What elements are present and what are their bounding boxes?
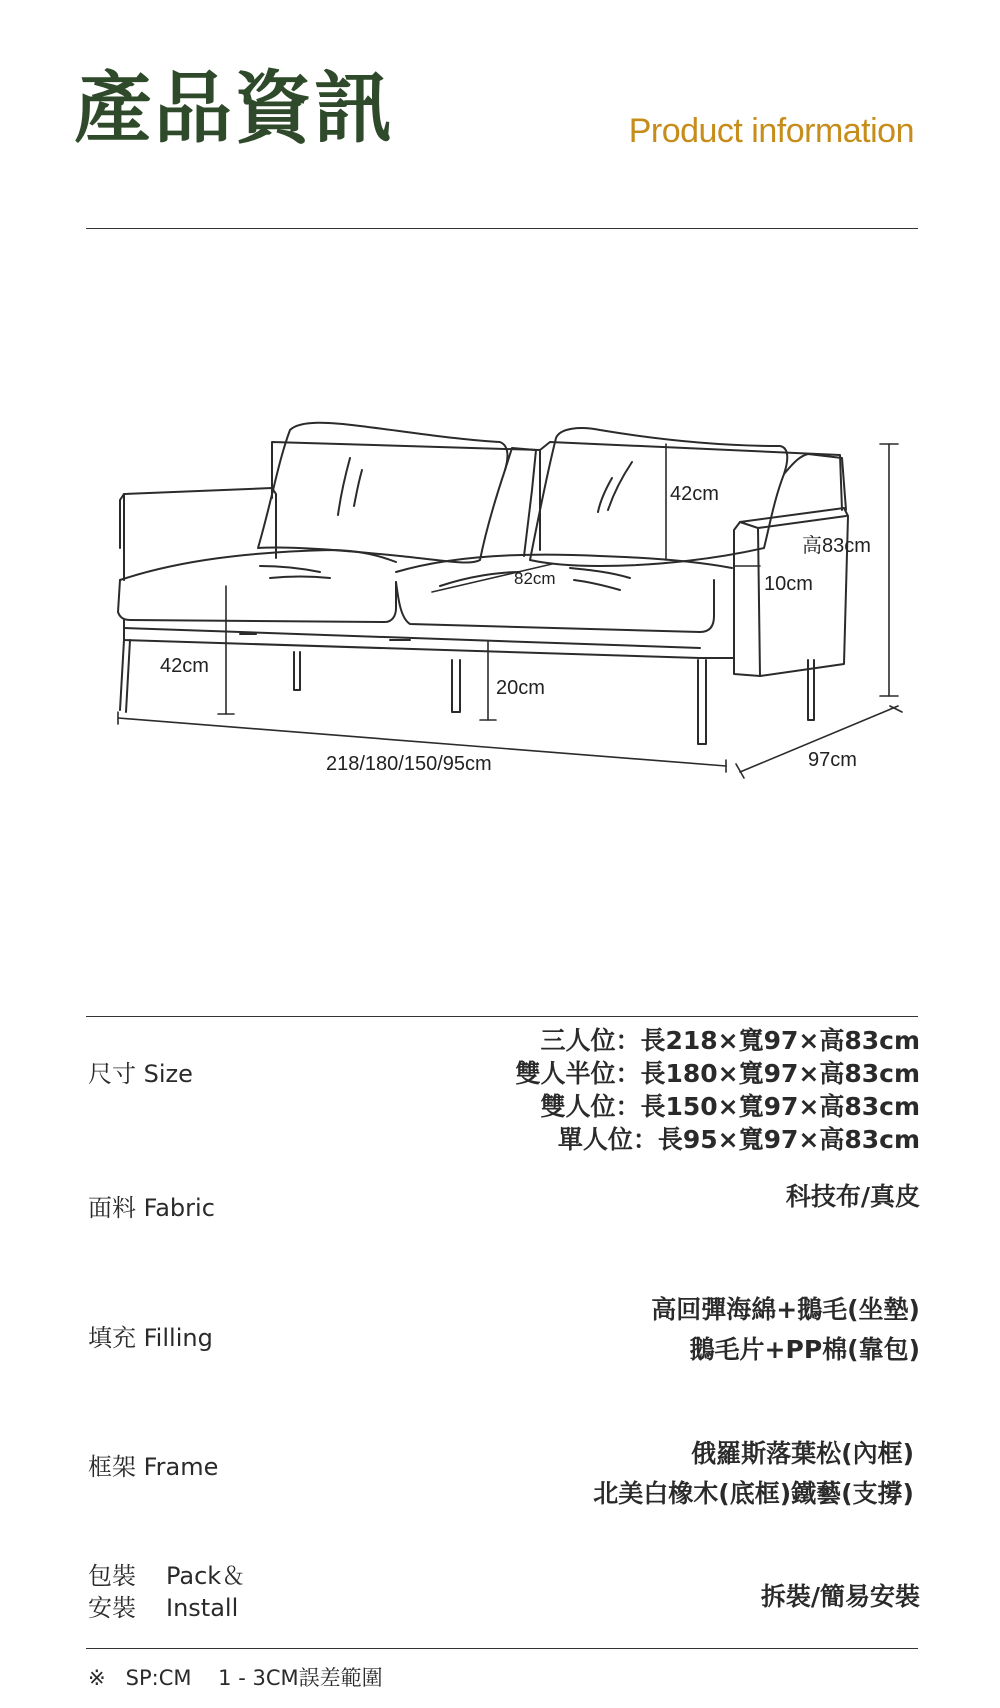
specs-top-divider xyxy=(86,1016,918,1017)
spec-label-fabric: 面料 Fabric xyxy=(88,1194,215,1222)
spec-value-frame xyxy=(593,1434,914,1514)
frame-line: 俄羅斯落葉松(內框) xyxy=(691,1439,914,1468)
install-label-en: Install xyxy=(166,1594,239,1622)
dim-length: 218/180/150/95cm xyxy=(326,753,492,775)
specs-bottom-divider xyxy=(86,1648,918,1649)
pack-label-en: Pack＆ xyxy=(166,1562,246,1590)
dim-seat-height: 42cm xyxy=(160,655,209,677)
pack-line: 拆裝/簡易安裝 xyxy=(760,1582,920,1611)
spec-value-filling xyxy=(651,1290,920,1370)
install-label-zh: 安裝 xyxy=(88,1594,136,1622)
dim-back-height: 42cm xyxy=(670,483,719,505)
size-line: 雙人位：長150×寬97×高83cm xyxy=(540,1092,920,1121)
page-subtitle: Product information xyxy=(628,112,914,150)
size-line: 單人位：長95×寬97×高83cm xyxy=(557,1125,920,1154)
filling-line: 高回彈海綿+鵝毛(坐墊) xyxy=(651,1295,920,1324)
spec-label-frame: 框架 Frame xyxy=(88,1453,219,1481)
page-title: 產品資訊 xyxy=(74,64,395,154)
footnote: ※ SP:CM 1 - 3CM誤差範圍 xyxy=(88,1666,383,1690)
size-line: 三人位：長218×寬97×高83cm xyxy=(540,1026,920,1055)
dim-seat-depth: 82cm xyxy=(514,569,556,588)
dim-arm-width: 10cm xyxy=(764,573,813,595)
spec-value-pack xyxy=(761,1580,920,1613)
dim-total-height: 高83cm xyxy=(802,535,871,557)
frame-line: 北美白橡木(底框)鐵藝(支撐) xyxy=(593,1479,914,1508)
spec-label-pack xyxy=(88,1560,245,1624)
filling-line: 鵝毛片+PP棉(靠包) xyxy=(689,1335,920,1364)
fabric-line: 科技布/真皮 xyxy=(785,1182,920,1211)
dim-depth: 97cm xyxy=(808,749,857,771)
size-line: 雙人半位：長180×寬97×高83cm xyxy=(515,1059,920,1088)
spec-label-size: 尺寸 Size xyxy=(88,1060,193,1088)
spec-value-fabric xyxy=(786,1180,920,1213)
spec-value-size xyxy=(515,1024,920,1156)
pack-label-zh: 包裝 xyxy=(88,1562,136,1590)
spec-label-filling: 填充 Filling xyxy=(88,1324,213,1352)
dim-leg-height: 20cm xyxy=(496,677,545,699)
